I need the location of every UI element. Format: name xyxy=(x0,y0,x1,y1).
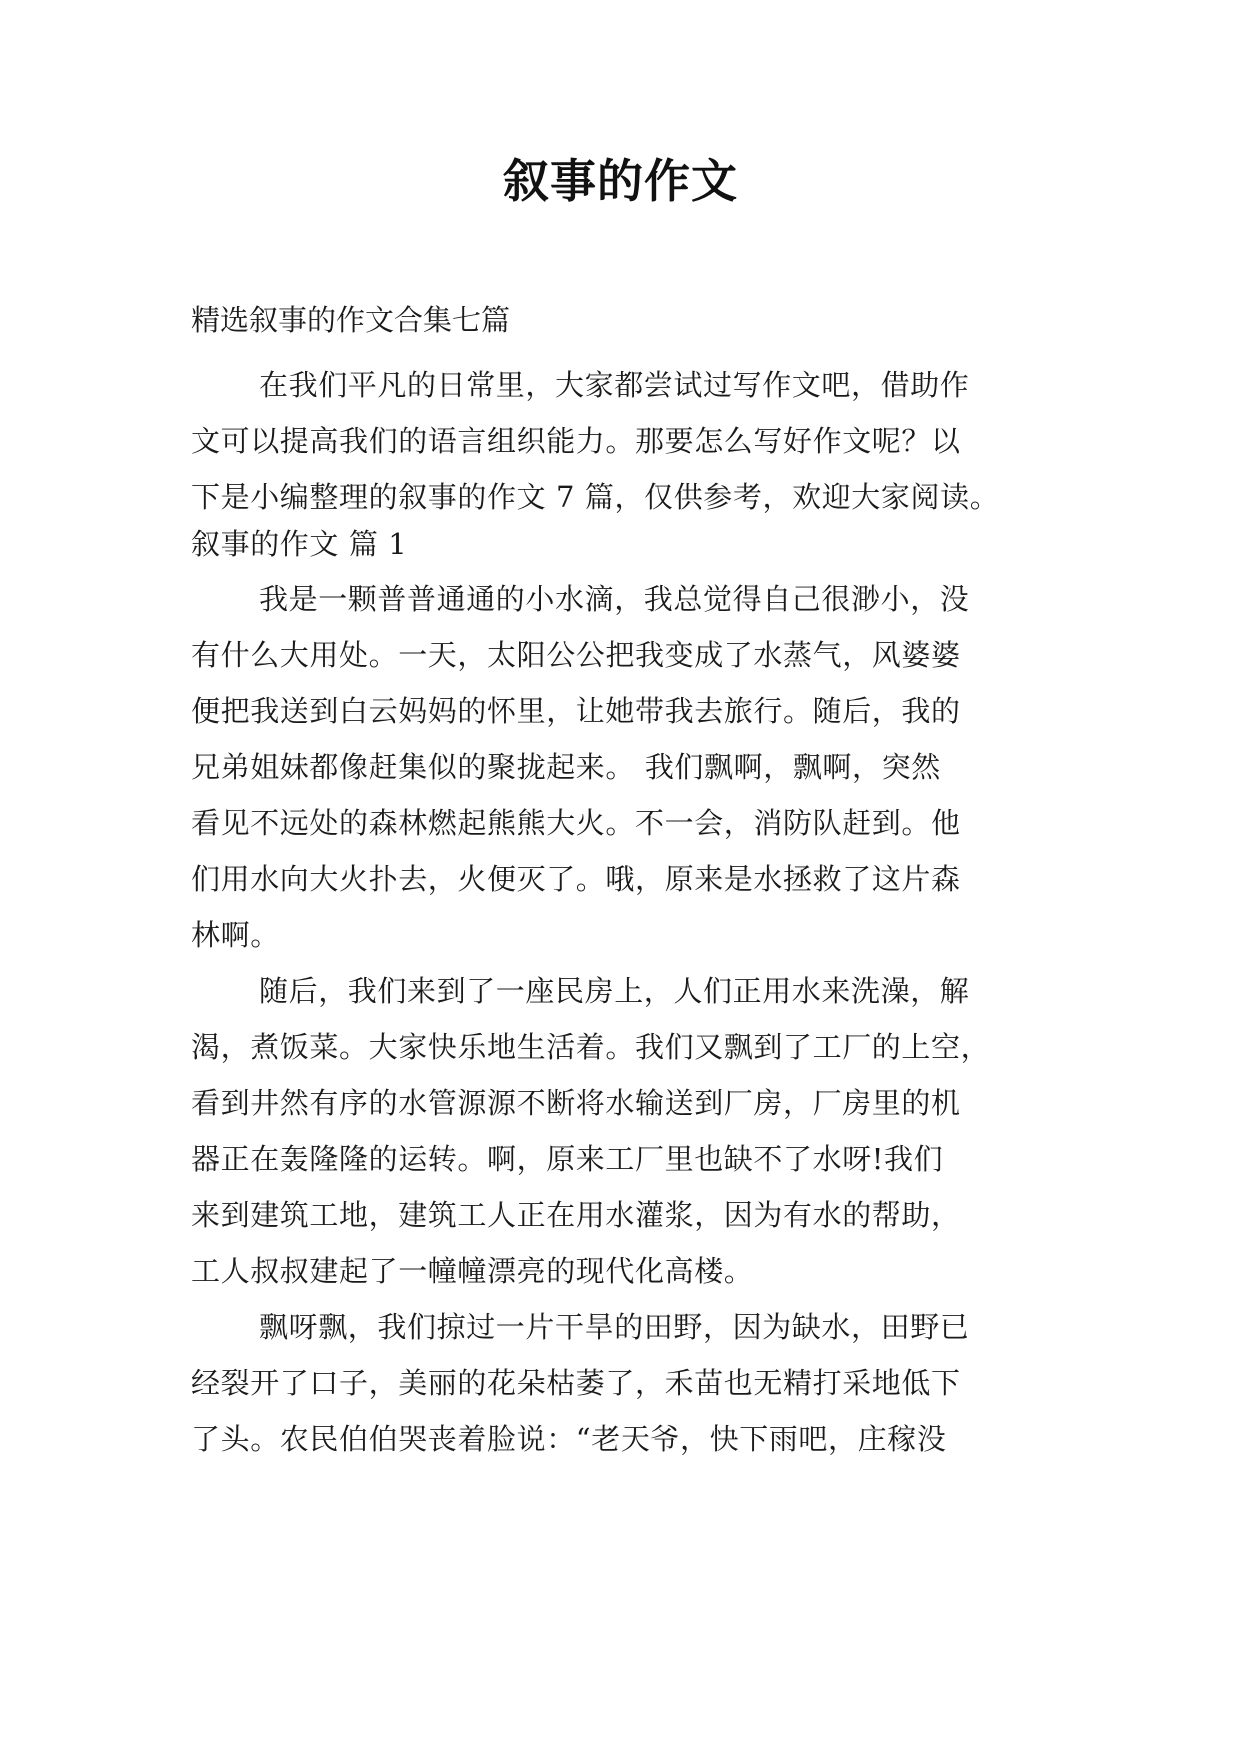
paragraph-line: 经裂开了口子，美丽的花朵枯萎了，禾苗也无精打采地低下 xyxy=(191,1366,961,1400)
paragraph-line: 工人叔叔建起了一幢幢漂亮的现代化高楼。 xyxy=(191,1254,754,1288)
paragraph-line: 在我们平凡的日常里，大家都尝试过写作文吧，借助作 xyxy=(259,368,970,402)
paragraph-line: 便把我送到白云妈妈的怀里，让她带我去旅行。随后，我的 xyxy=(191,694,961,728)
paragraph-line: 随后，我们来到了一座民房上，人们正用水来洗澡，解 xyxy=(259,974,970,1008)
paragraph-line: 我是一颗普普通通的小水滴，我总觉得自己很渺小，没 xyxy=(259,582,970,616)
document-title: 叙事的作文 xyxy=(503,154,738,208)
paragraph-line: 飘呀飘，我们掠过一片干旱的田野，因为缺水，田野已 xyxy=(259,1310,970,1344)
paragraph-line: 们用水向大火扑去，火便灭了。哦，原来是水拯救了这片森 xyxy=(191,862,961,896)
paragraph-line: 有什么大用处。一天，太阳公公把我变成了水蒸气，风婆婆 xyxy=(191,638,961,672)
paragraph-line: 林啊。 xyxy=(191,918,280,952)
paragraph-line: 看见不远处的森林燃起熊熊大火。不一会，消防队赶到。他 xyxy=(191,806,961,840)
paragraph-line: 器正在轰隆隆的运转。啊，原来工厂里也缺不了水呀!我们 xyxy=(191,1142,944,1176)
document-subtitle: 精选叙事的作文合集七篇 xyxy=(191,303,511,337)
section-heading: 叙事的作文 篇 1 xyxy=(191,527,408,561)
paragraph-line: 渴，煮饭菜。大家快乐地生活着。我们又飘到了工厂的上空， xyxy=(191,1030,991,1064)
paragraph-line: 兄弟姐妹都像赶集似的聚拢起来。 我们飘啊，飘啊，突然 xyxy=(191,750,941,784)
paragraph-line: 下是小编整理的叙事的作文 7 篇，仅供参考，欢迎大家阅读。 xyxy=(191,480,1000,514)
paragraph-line: 文可以提高我们的语言组织能力。那要怎么写好作文呢？以 xyxy=(191,424,961,458)
paragraph-line: 看到井然有序的水管源源不断将水输送到厂房，厂房里的机 xyxy=(191,1086,961,1120)
paragraph-line: 来到建筑工地，建筑工人正在用水灌浆，因为有水的帮助， xyxy=(191,1198,961,1232)
paragraph-line: 了头。农民伯伯哭丧着脸说：“老天爷，快下雨吧，庄稼没 xyxy=(191,1422,947,1456)
